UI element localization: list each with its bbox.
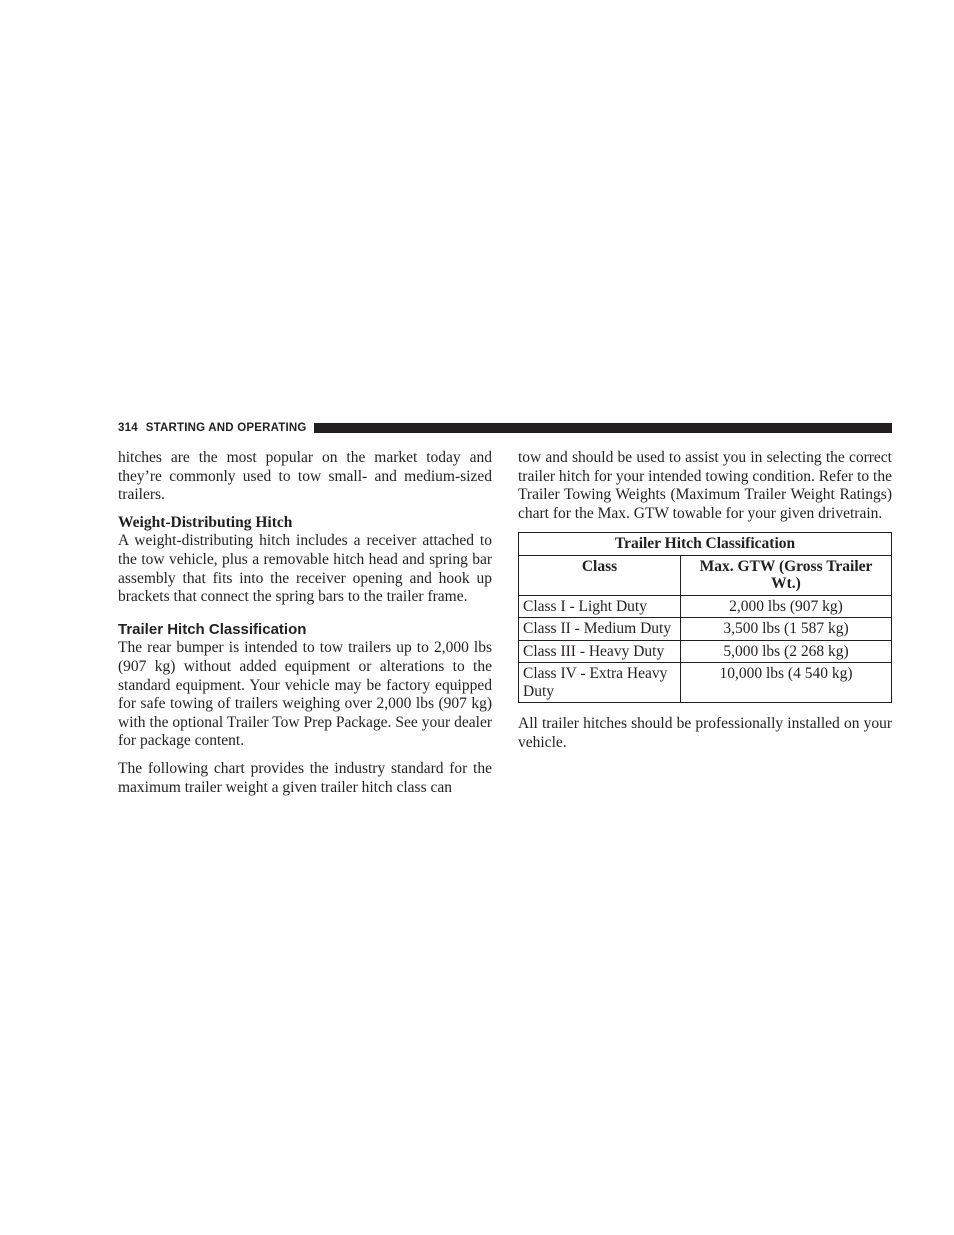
gtw-cell: 10,000 lbs (4 540 kg) <box>681 663 892 703</box>
class-cell: Class IV - Extra Heavy Duty <box>519 663 681 703</box>
hitch-classification-table <box>518 532 892 703</box>
gtw-cell: 3,500 lbs (1 587 kg) <box>681 618 892 641</box>
weight-distributing-paragraph: A weight-distributing hitch includes a receiver attached to the tow vehicle, plus a removable hitch head and spring bar assembly that fits into the receiver opening and hook up brackets that connect the spring bars to the trailer frame. <box>118 532 492 606</box>
table-header-row <box>519 555 892 595</box>
class-cell: Class II - Medium Duty <box>519 618 681 641</box>
gtw-cell: 5,000 lbs (2 268 kg) <box>681 640 892 663</box>
page-header <box>118 420 892 436</box>
installation-paragraph: All trailer hitches should be professionally installed on your vehicle. <box>518 715 892 751</box>
table-row <box>519 595 892 618</box>
page-number: 314 <box>118 422 138 434</box>
right-column <box>518 449 892 762</box>
column-header-class: Class <box>519 555 681 595</box>
class-cell: Class I - Light Duty <box>519 595 681 618</box>
table-row <box>519 640 892 663</box>
table-title: Trailer Hitch Classification <box>519 533 892 556</box>
continue-paragraph: tow and should be used to assist you in selecting the correct trailer hitch for your intended towing condition. Refer to the Trailer Towing Weights (Maximum Trailer Weight Ratings) chart for the Max. GTW towable for your given drivetrain. <box>518 449 892 522</box>
trailer-hitch-classification-heading: Trailer Hitch Classification <box>118 620 307 638</box>
chart-intro-paragraph: The following chart provides the industry standard for the maximum trailer weight a given trailer hitch class can <box>118 759 492 796</box>
class-cell: Class III - Heavy Duty <box>519 640 681 663</box>
column-header-gtw: Max. GTW (Gross Trailer Wt.) <box>681 555 892 595</box>
rear-bumper-paragraph: The rear bumper is intended to tow trailers up to 2,000 lbs (907 kg) without added equipment or alterations to the standard equipment. Your vehicle may be factory equipped for safe towing of trailers weighing over 2,000 lbs (907 kg) with the optional Trailer Tow Prep Package. See your dealer for package content. <box>118 639 492 750</box>
table-row <box>519 618 892 641</box>
header-rule <box>314 423 892 433</box>
table-row <box>519 663 892 703</box>
intro-paragraph: hitches are the most popular on the market today and they’re commonly used to tow small- and medium-sized trailers. <box>118 449 492 504</box>
weight-distributing-heading: Weight-Distributing Hitch <box>118 513 293 531</box>
gtw-cell: 2,000 lbs (907 kg) <box>681 595 892 618</box>
table-title-row <box>519 533 892 556</box>
left-column <box>118 449 492 806</box>
section-title: STARTING AND OPERATING <box>145 422 307 434</box>
